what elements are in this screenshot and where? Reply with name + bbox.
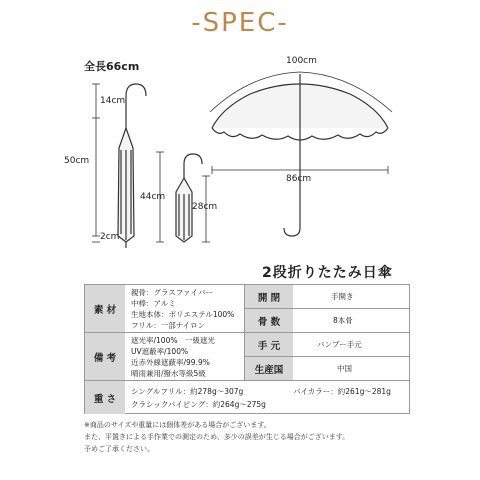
closed-umbrella-drawing	[118, 84, 146, 248]
folded-umbrella-drawing	[176, 154, 202, 242]
ribs-value: 8本骨	[333, 316, 353, 325]
remarks-line: UV遮蔽率/100%	[131, 347, 189, 356]
table-divider	[244, 285, 245, 381]
material-line: フリル：一部ナイロン	[131, 321, 206, 330]
diameter-label: 86cm	[286, 174, 312, 184]
closed-length-label: 50cm	[64, 156, 90, 166]
material-line: 生地本体：ポリエステル100%	[131, 310, 235, 319]
handle-length-label: 14cm	[100, 96, 126, 106]
remarks-line: 晴雨兼用/撥水等級5級	[131, 369, 206, 378]
remarks-line: 遮光率/100% 一級遮光	[131, 336, 215, 345]
weight-label: 重 さ	[85, 381, 125, 414]
open-umbrella-drawing	[212, 74, 388, 236]
product-name: 2段折りたたみ日傘	[262, 265, 393, 281]
material-line: 中棒：アルミ	[131, 299, 176, 308]
folded-section-label: 28cm	[192, 202, 218, 212]
table-divider	[85, 380, 409, 381]
material-line: 親骨：グラスファイバー	[131, 288, 213, 297]
weight-extra: バイカラー：約261g〜281g	[293, 387, 391, 396]
tip-length-label: 2cm	[100, 232, 120, 242]
span-label: 100cm	[286, 56, 317, 66]
total-length-label: 全長66cm	[84, 60, 140, 73]
note-line: また、平置きによる手作業での測定のため、多少の誤差が生じる場合がございます。	[84, 433, 350, 441]
open-label: 開 閉	[245, 285, 293, 309]
ribs-label: 骨 数	[245, 309, 293, 333]
open-umbrella-handle	[284, 210, 300, 236]
table-divider	[245, 308, 409, 309]
remarks-label: 備 考	[85, 333, 125, 381]
closed-umbrella-handle	[126, 84, 146, 128]
note-line: 予めご了承ください。	[84, 445, 154, 453]
folded-umbrella-handle	[184, 154, 202, 178]
table-divider	[85, 332, 245, 333]
handle-label: 手 元	[245, 333, 293, 357]
open-value: 手開き	[331, 292, 354, 301]
origin-label: 生産国	[245, 357, 293, 381]
material-label: 素 材	[85, 285, 125, 333]
weight-line: シングルフリル：約278g〜307g	[131, 387, 244, 396]
note-line: ※商品のサイズや重量には個体差がある場合がございます。	[84, 421, 271, 429]
folded-length-label: 44cm	[140, 192, 166, 202]
origin-value: 中国	[337, 364, 352, 373]
table-divider	[245, 356, 409, 357]
spec-table	[84, 284, 410, 414]
handle-value: バンブー手元	[317, 340, 362, 349]
weight-line: クラシックパイピング：約264g〜275g	[131, 400, 266, 409]
table-divider	[245, 332, 409, 333]
remarks-line: 近赤外線遮蔽率/99.9%	[131, 358, 210, 367]
page-title: -SPEC-	[191, 8, 289, 38]
